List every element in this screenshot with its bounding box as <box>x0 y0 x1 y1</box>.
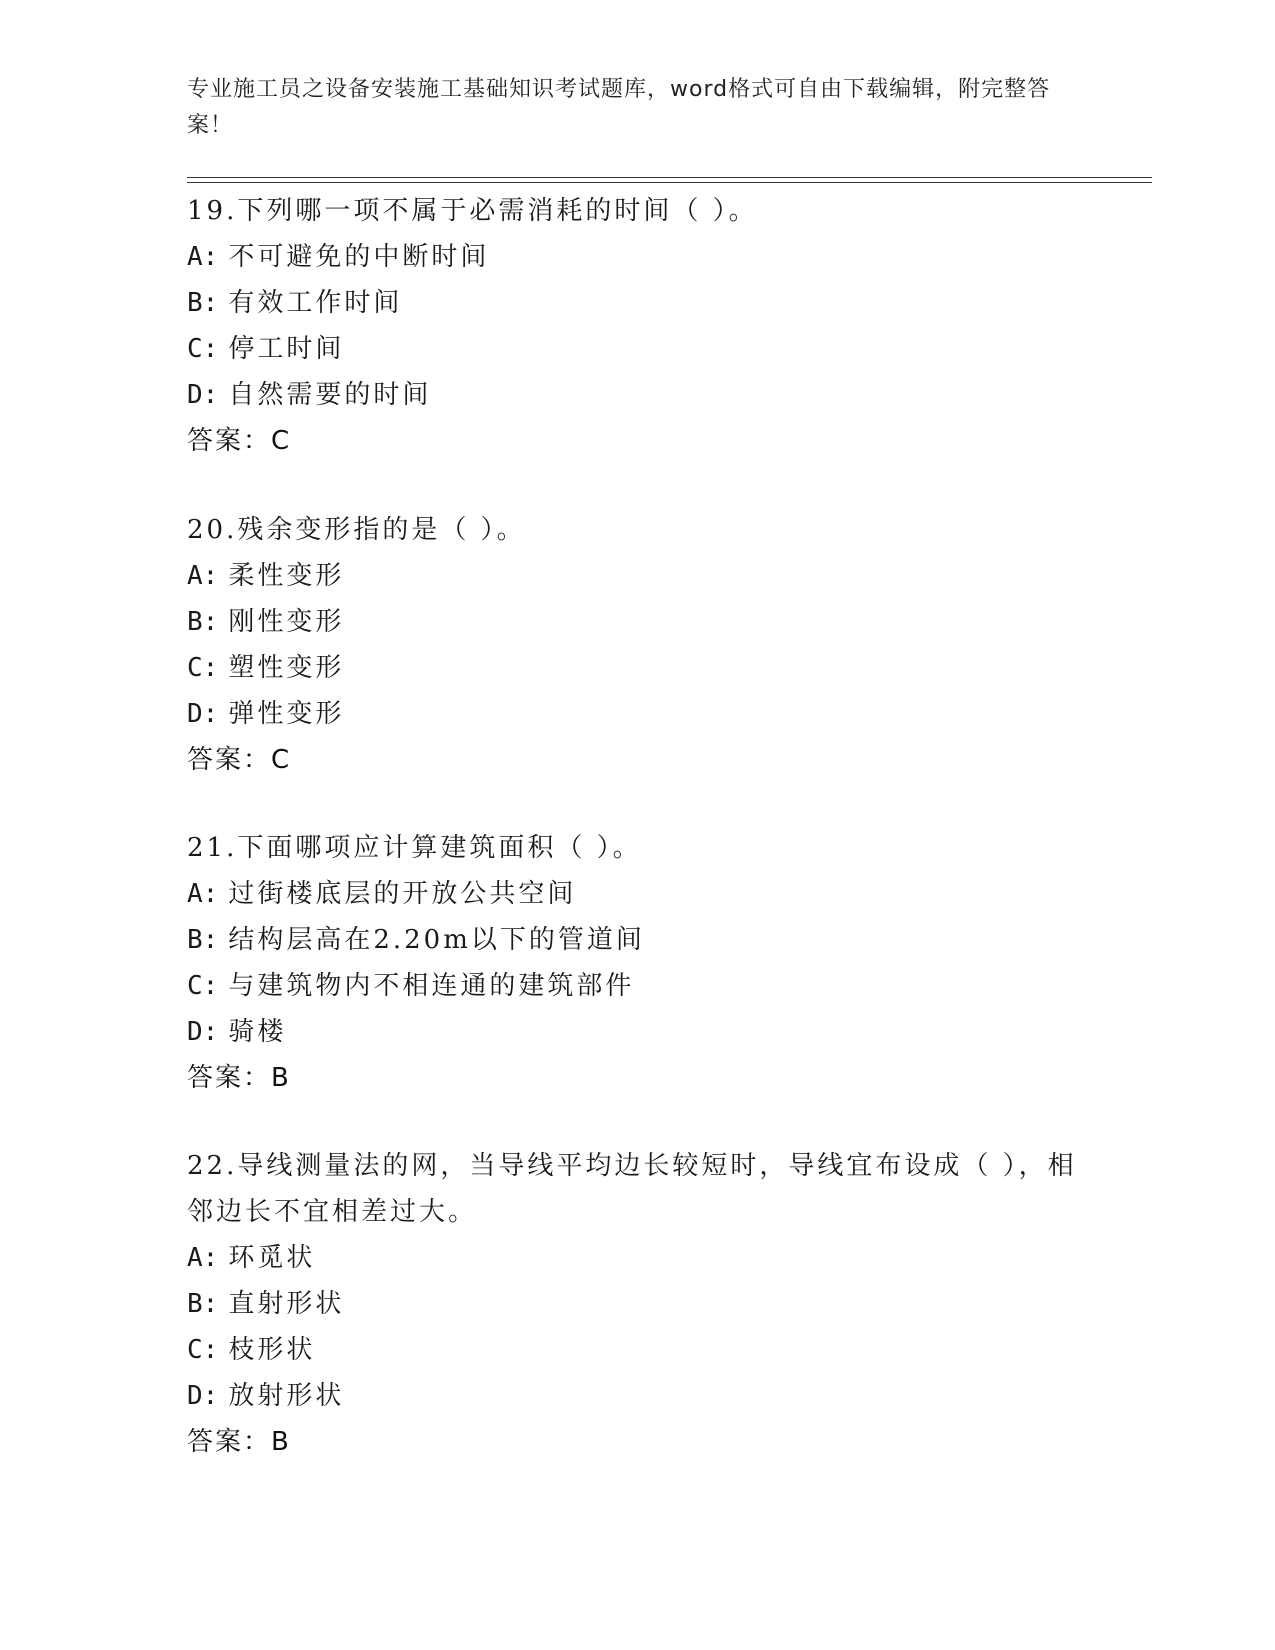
option-a <box>187 234 1087 280</box>
option-letter: C: <box>187 971 219 1001</box>
answer-line: 答案：C <box>187 426 292 456</box>
option-text: 环觅状 <box>228 1243 316 1273</box>
option-text: 与建筑物内不相连通的建筑部件 <box>228 971 635 1001</box>
option-letter: D: <box>187 699 219 729</box>
document-header: 专业施工员之设备安装施工基础知识考试题库，word格式可自由下载编辑，附完整答案！ <box>187 77 1051 138</box>
option-text: 不可避免的中断时间 <box>228 242 490 272</box>
answer-line: 答案：B <box>187 1063 291 1093</box>
option-text: 柔性变形 <box>228 561 345 591</box>
question-19 <box>187 188 1087 464</box>
option-d <box>187 372 1087 418</box>
option-letter: A: <box>187 1243 219 1273</box>
option-text: 放射形状 <box>228 1381 345 1411</box>
answer-line: 答案：B <box>187 1427 291 1457</box>
header-divider-top <box>187 177 1152 178</box>
question-stem: 19.下列哪一项不属于必需消耗的时间（ ）。 <box>187 196 758 226</box>
question-stem: 22.导线测量法的网，当导线平均边长较短时，导线宜布设成（ ），相邻边长不宜相差过大。 <box>187 1151 1077 1227</box>
option-text: 停工时间 <box>228 334 345 364</box>
option-d <box>187 691 1087 737</box>
option-letter: B: <box>187 925 219 955</box>
option-b <box>187 280 1087 326</box>
option-d <box>187 1373 1087 1419</box>
option-b <box>187 917 1087 963</box>
option-a <box>187 871 1087 917</box>
option-text: 过街楼底层的开放公共空间 <box>228 879 577 909</box>
option-text: 骑楼 <box>228 1017 287 1047</box>
option-d <box>187 1009 1087 1055</box>
option-text: 弹性变形 <box>228 699 345 729</box>
option-text: 自然需要的时间 <box>228 380 432 410</box>
option-text: 结构层高在2.20m以下的管道间 <box>228 925 645 955</box>
option-text: 塑性变形 <box>228 653 345 683</box>
option-letter: A: <box>187 561 219 591</box>
option-letter: C: <box>187 334 219 364</box>
option-b <box>187 599 1087 645</box>
question-stem: 20.残余变形指的是（ ）。 <box>187 515 526 545</box>
option-letter: A: <box>187 242 219 272</box>
option-text: 直射形状 <box>228 1289 345 1319</box>
option-c <box>187 963 1087 1009</box>
question-21 <box>187 825 1087 1101</box>
option-letter: B: <box>187 1289 219 1319</box>
option-text: 刚性变形 <box>228 607 345 637</box>
option-c <box>187 1327 1087 1373</box>
question-20 <box>187 507 1087 783</box>
option-letter: B: <box>187 288 219 318</box>
option-letter: A: <box>187 879 219 909</box>
option-a <box>187 553 1087 599</box>
option-a <box>187 1235 1087 1281</box>
option-letter: C: <box>187 1335 219 1365</box>
option-letter: D: <box>187 1017 219 1047</box>
option-c <box>187 645 1087 691</box>
option-b <box>187 1281 1087 1327</box>
option-letter: C: <box>187 653 219 683</box>
answer-line: 答案：C <box>187 745 292 775</box>
option-c <box>187 326 1087 372</box>
option-letter: B: <box>187 607 219 637</box>
header-divider-bottom <box>187 182 1152 183</box>
option-text: 有效工作时间 <box>228 288 403 318</box>
option-text: 枝形状 <box>228 1335 316 1365</box>
question-22 <box>187 1143 1087 1465</box>
question-stem: 21.下面哪项应计算建筑面积（ ）。 <box>187 833 642 863</box>
option-letter: D: <box>187 1381 219 1411</box>
option-letter: D: <box>187 380 219 410</box>
